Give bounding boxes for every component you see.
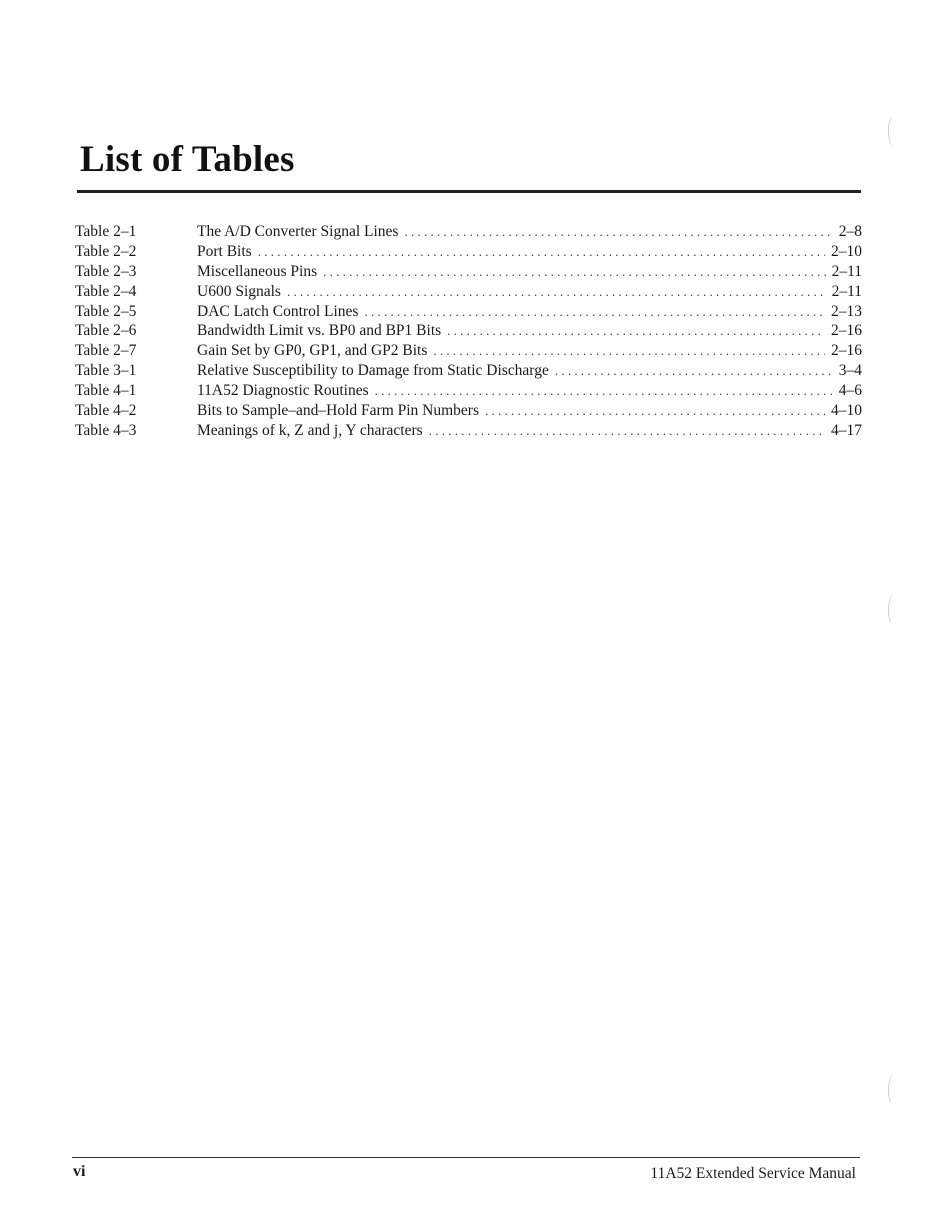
list-item[interactable]	[75, 222, 862, 242]
dot-leader	[258, 242, 825, 262]
table-list	[75, 222, 862, 441]
table-label: Table 2–5	[75, 302, 137, 320]
dot-leader	[323, 262, 825, 282]
table-label: Table 2–7	[75, 342, 137, 360]
table-label: Table 2–1	[75, 223, 137, 240]
page-reference: 2–16	[831, 322, 862, 340]
table-title: Meanings of k, Z and j, Y characters	[197, 421, 423, 439]
list-item[interactable]	[75, 302, 862, 322]
dot-leader	[485, 401, 825, 421]
dot-leader	[364, 302, 825, 322]
page-reference: 4–10	[831, 402, 862, 420]
table-title: DAC Latch Control Lines	[197, 302, 359, 320]
footer-manual-title: 11A52 Extended Service Manual	[650, 1165, 856, 1182]
binding-hole-mark	[888, 116, 899, 146]
page-reference: 2–16	[831, 342, 862, 360]
table-title: 11A52 Diagnostic Routines	[197, 382, 369, 400]
page-reference: 4–17	[831, 421, 862, 439]
table-title: Port Bits	[197, 242, 252, 260]
binding-hole-mark	[888, 595, 899, 625]
list-item[interactable]	[75, 421, 862, 441]
page-reference: 2–11	[831, 282, 862, 300]
table-title: Relative Susceptibility to Damage from Static Discharge	[197, 362, 549, 380]
table-label: Table 2–3	[75, 262, 137, 280]
list-item[interactable]	[75, 242, 862, 262]
list-item[interactable]	[75, 262, 862, 282]
list-item[interactable]	[75, 381, 862, 401]
table-title: Miscellaneous Pins	[197, 262, 318, 280]
page-reference: 4–6	[838, 382, 862, 400]
footer-page-number: vi	[73, 1163, 86, 1180]
dot-leader	[375, 381, 833, 401]
list-item[interactable]	[75, 341, 862, 361]
list-item[interactable]	[75, 321, 862, 341]
table-label: Table 4–3	[75, 421, 137, 439]
page-reference: 3–4	[838, 362, 862, 380]
table-title: The A/D Converter Signal Lines	[197, 223, 399, 240]
list-item[interactable]	[75, 361, 862, 381]
table-label: Table 2–2	[75, 242, 137, 260]
page-title: List of Tables	[80, 139, 295, 180]
table-title: Bandwidth Limit vs. BP0 and BP1 Bits	[197, 322, 442, 340]
dot-leader	[433, 341, 825, 361]
table-label: Table 2–4	[75, 282, 137, 300]
table-title: U600 Signals	[197, 282, 281, 300]
page-reference: 2–10	[831, 242, 862, 260]
title-rule	[77, 190, 861, 193]
binding-hole-mark	[888, 1075, 899, 1105]
list-item[interactable]	[75, 401, 862, 421]
dot-leader	[404, 222, 832, 242]
page-reference: 2–8	[838, 223, 862, 240]
table-label: Table 2–6	[75, 322, 137, 340]
table-label: Table 4–2	[75, 402, 137, 420]
table-label: Table 4–1	[75, 382, 137, 400]
dot-leader	[287, 282, 826, 302]
dot-leader	[447, 321, 825, 341]
dot-leader	[555, 361, 833, 381]
list-item[interactable]	[75, 282, 862, 302]
page-reference: 2–13	[831, 302, 862, 320]
table-title: Bits to Sample–and–Hold Farm Pin Numbers	[197, 402, 480, 420]
dot-leader	[429, 421, 825, 441]
table-title: Gain Set by GP0, GP1, and GP2 Bits	[197, 342, 428, 360]
table-label: Table 3–1	[75, 362, 137, 380]
footer-rule	[72, 1157, 860, 1158]
page-reference: 2–11	[831, 262, 862, 280]
